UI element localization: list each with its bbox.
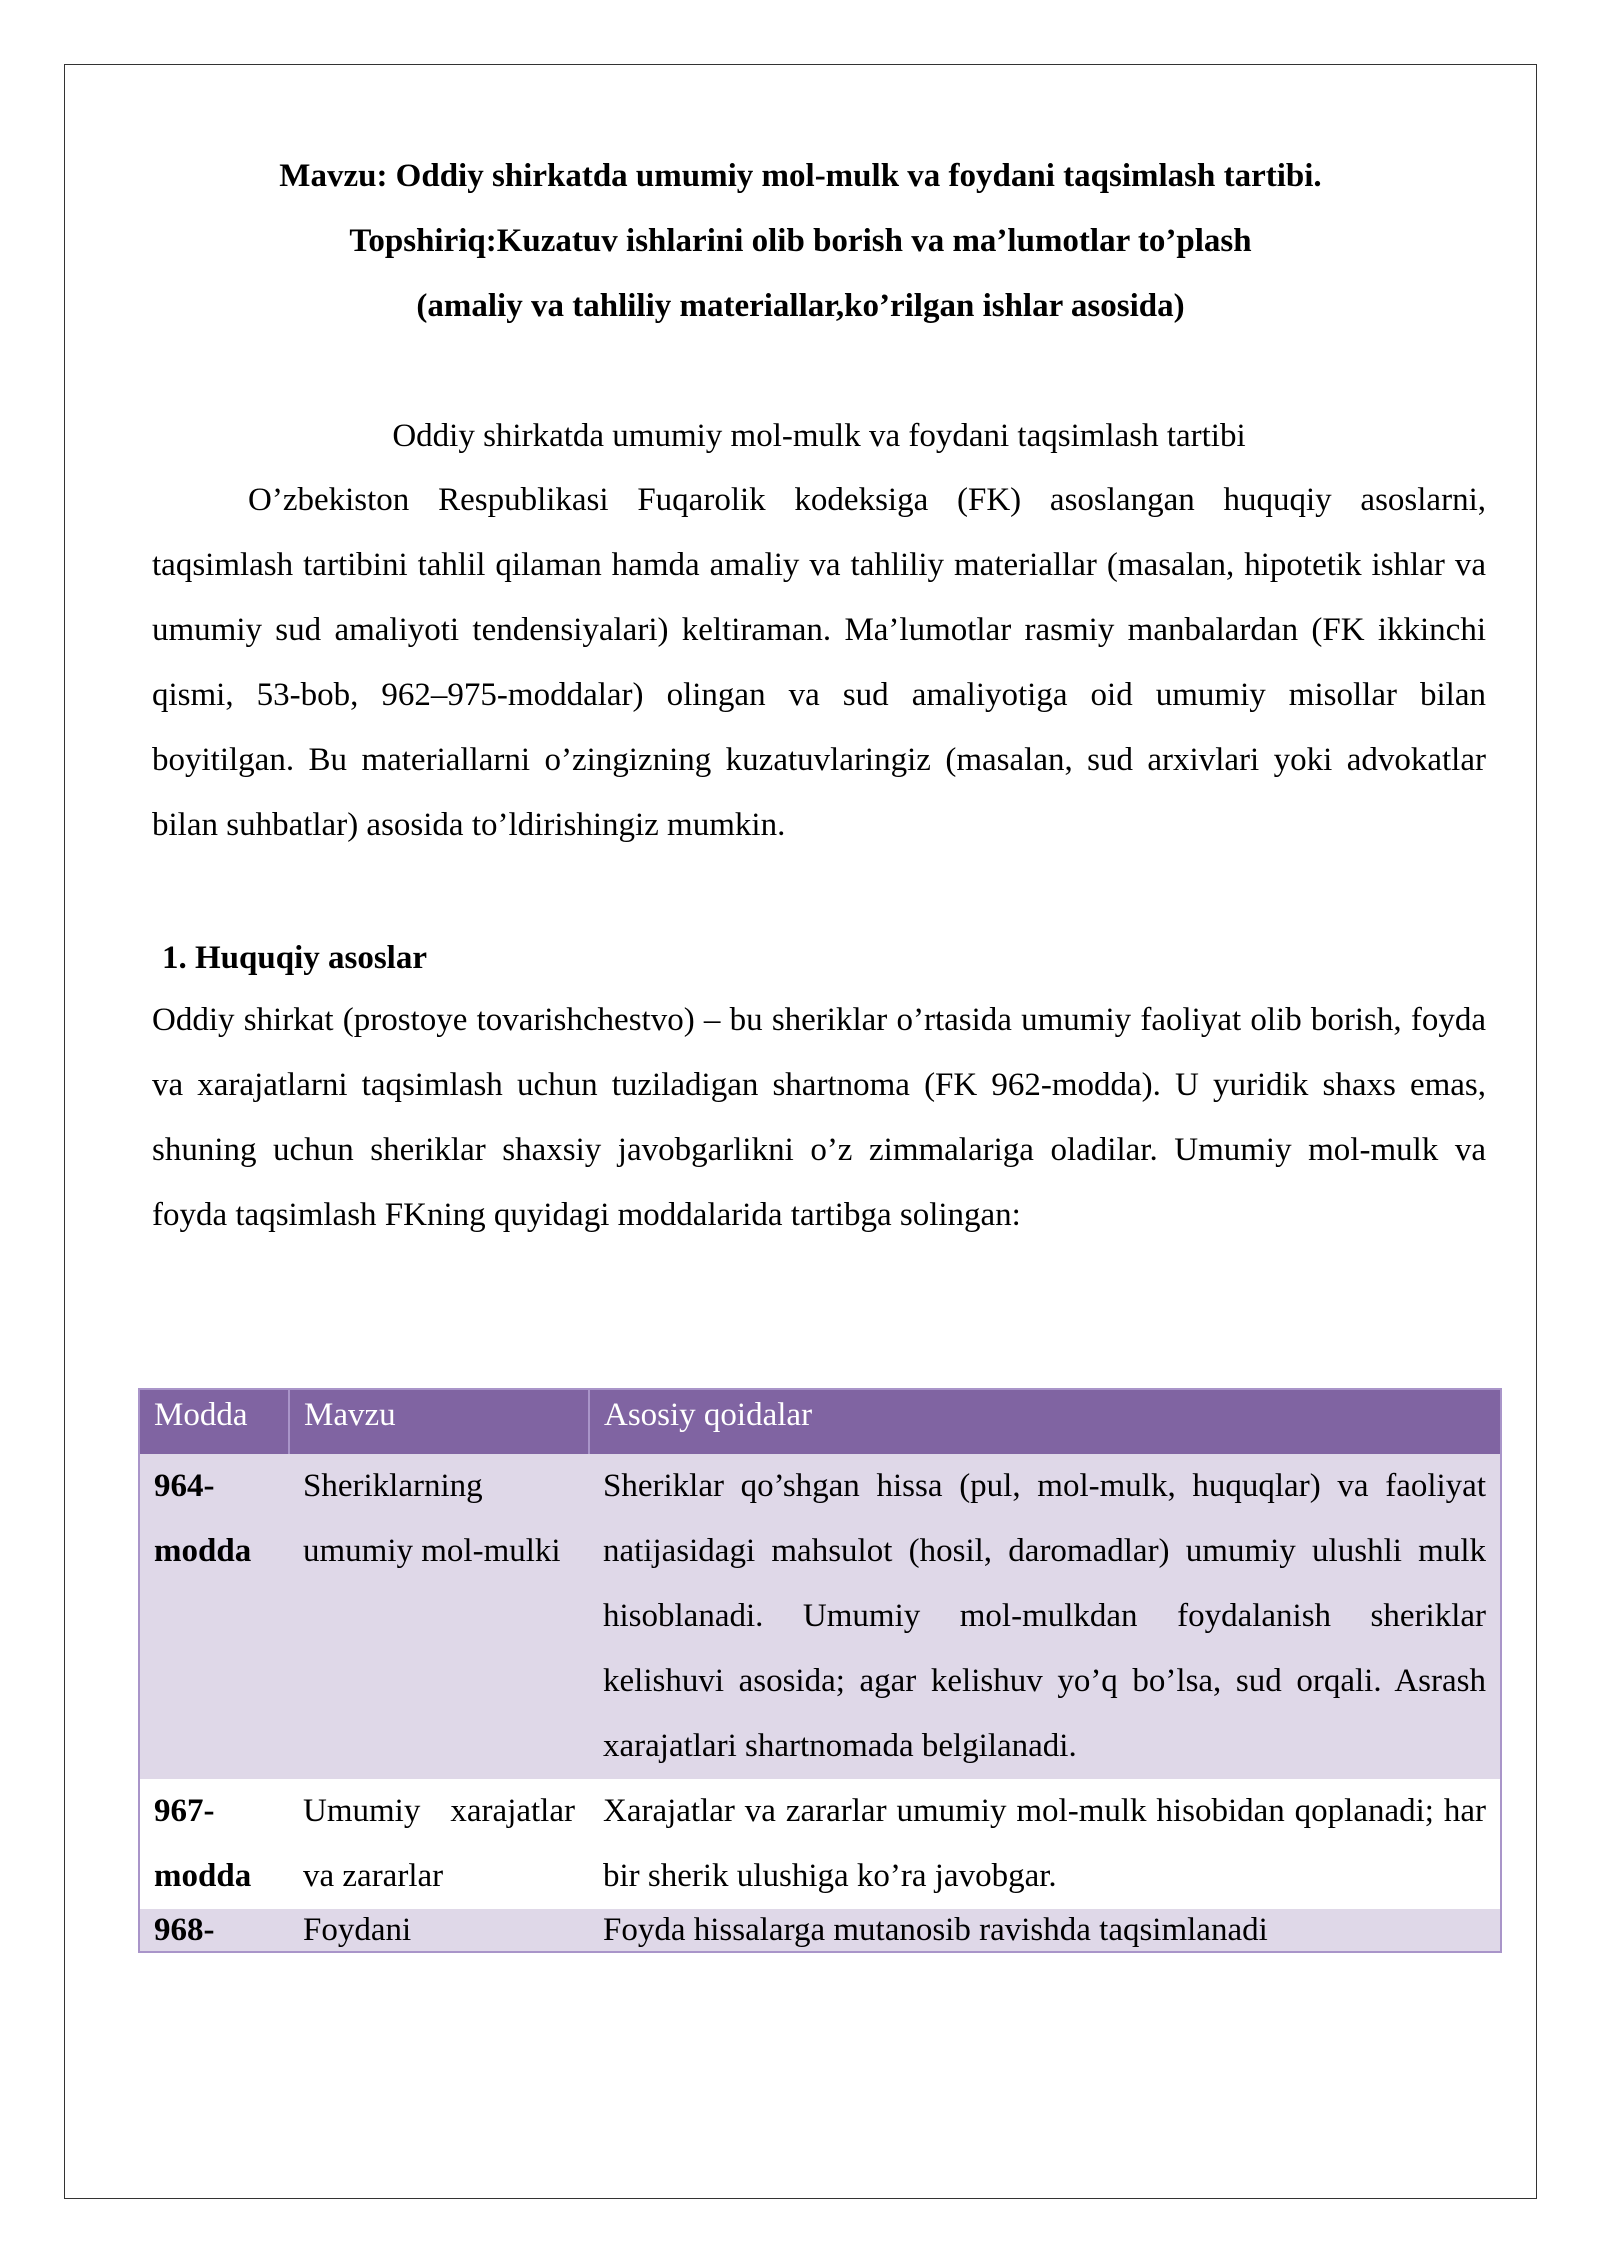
article-topic: Foydani (289, 1909, 589, 1952)
topic-heading: Mavzu: Oddiy shirkatda umumiy mol-mulk va foydani taqsimlash tartibi. (279, 158, 1322, 194)
article-topic: Sheriklarning umumiy mol-mulki (289, 1454, 589, 1779)
intro-paragraph: O’zbekiston Respublikasi Fuqarolik kodeksiga (FK) asoslangan huquqiy asoslarni, taqsimlash tartibini tahlil qilaman hamda amaliy va tahliliy materiallar (masalan, hipotetik ishlar va umumiy sud amaliyoti tendensiyalari) keltiraman. Ma’lumotlar rasmiy manbalardan (FK ikkinchi qismi, 53-bob, 962–975-moddalar) olingan va sud amaliyotiga oid umumiy misollar bilan boyitilgan. Bu materiallarni o’zingizning kuzatuvlaringiz (masalan, sud arxivlari yoki advokatlar bilan suhbatlar) asosida to’ldirishingiz mumkin. (152, 482, 1486, 843)
table-row (139, 1454, 1501, 1779)
column-header-rules: Asosiy qoidalar (589, 1389, 1501, 1454)
table-header-row (139, 1389, 1501, 1454)
table-row (139, 1779, 1501, 1909)
article-topic: Umumiy xarajatlar va zararlar (289, 1779, 589, 1909)
section-heading-legal-basis: 1. Huquqiy asoslar (162, 940, 427, 976)
table-row (139, 1909, 1501, 1952)
section-paragraph-legal-basis: Oddiy shirkat (prostoye tovarishchestvo) – bu sheriklar o’rtasida umumiy faoliyat olib borish, foyda va xarajatlarni taqsimlash uchun tuziladigan shartnoma (FK 962-modda). U yuridik shaxs emas, shuning uchun sheriklar shaxsiy javobgarlikni o’z zimmalariga oladilar. Umumiy mol-mulk va foyda taqsimlash FKning quyidagi moddalarida tartibga solingan: (152, 1002, 1486, 1233)
column-header-article: Modda (139, 1389, 289, 1454)
assignment-subheading: (amaliy va tahliliy materiallar,ko’rilgan ishlar asosida) (416, 288, 1185, 324)
assignment-heading: Topshiriq:Kuzatuv ishlarini olib borish va ma’lumotlar to’plash (349, 223, 1252, 259)
article-rules: Xarajatlar va zararlar umumiy mol-mulk hisobidan qoplanadi; har bir sherik ulushiga ko’ra javobgar. (589, 1779, 1501, 1909)
article-number: 964-modda (139, 1454, 289, 1779)
article-number: 967-modda (139, 1779, 289, 1909)
article-rules: Foyda hissalarga mutanosib ravishda taqsimlanadi (589, 1909, 1501, 1952)
column-header-topic: Mavzu (289, 1389, 589, 1454)
intro-title: Oddiy shirkatda umumiy mol-mulk va foydani taqsimlash tartibi (392, 418, 1246, 454)
articles-table (138, 1388, 1502, 1953)
article-rules: Sheriklar qo’shgan hissa (pul, mol-mulk, huquqlar) va faoliyat natijasidagi mahsulot (hosil, daromadlar) umumiy ulushli mulk hisoblanadi. Umumiy mol-mulkdan foydalanish sheriklar kelishuvi asosida; agar kelishuv yo’q bo’lsa, sud orqali. Asrash xarajatlari shartnomada belgilanadi. (589, 1454, 1501, 1779)
article-number: 968- (139, 1909, 289, 1952)
